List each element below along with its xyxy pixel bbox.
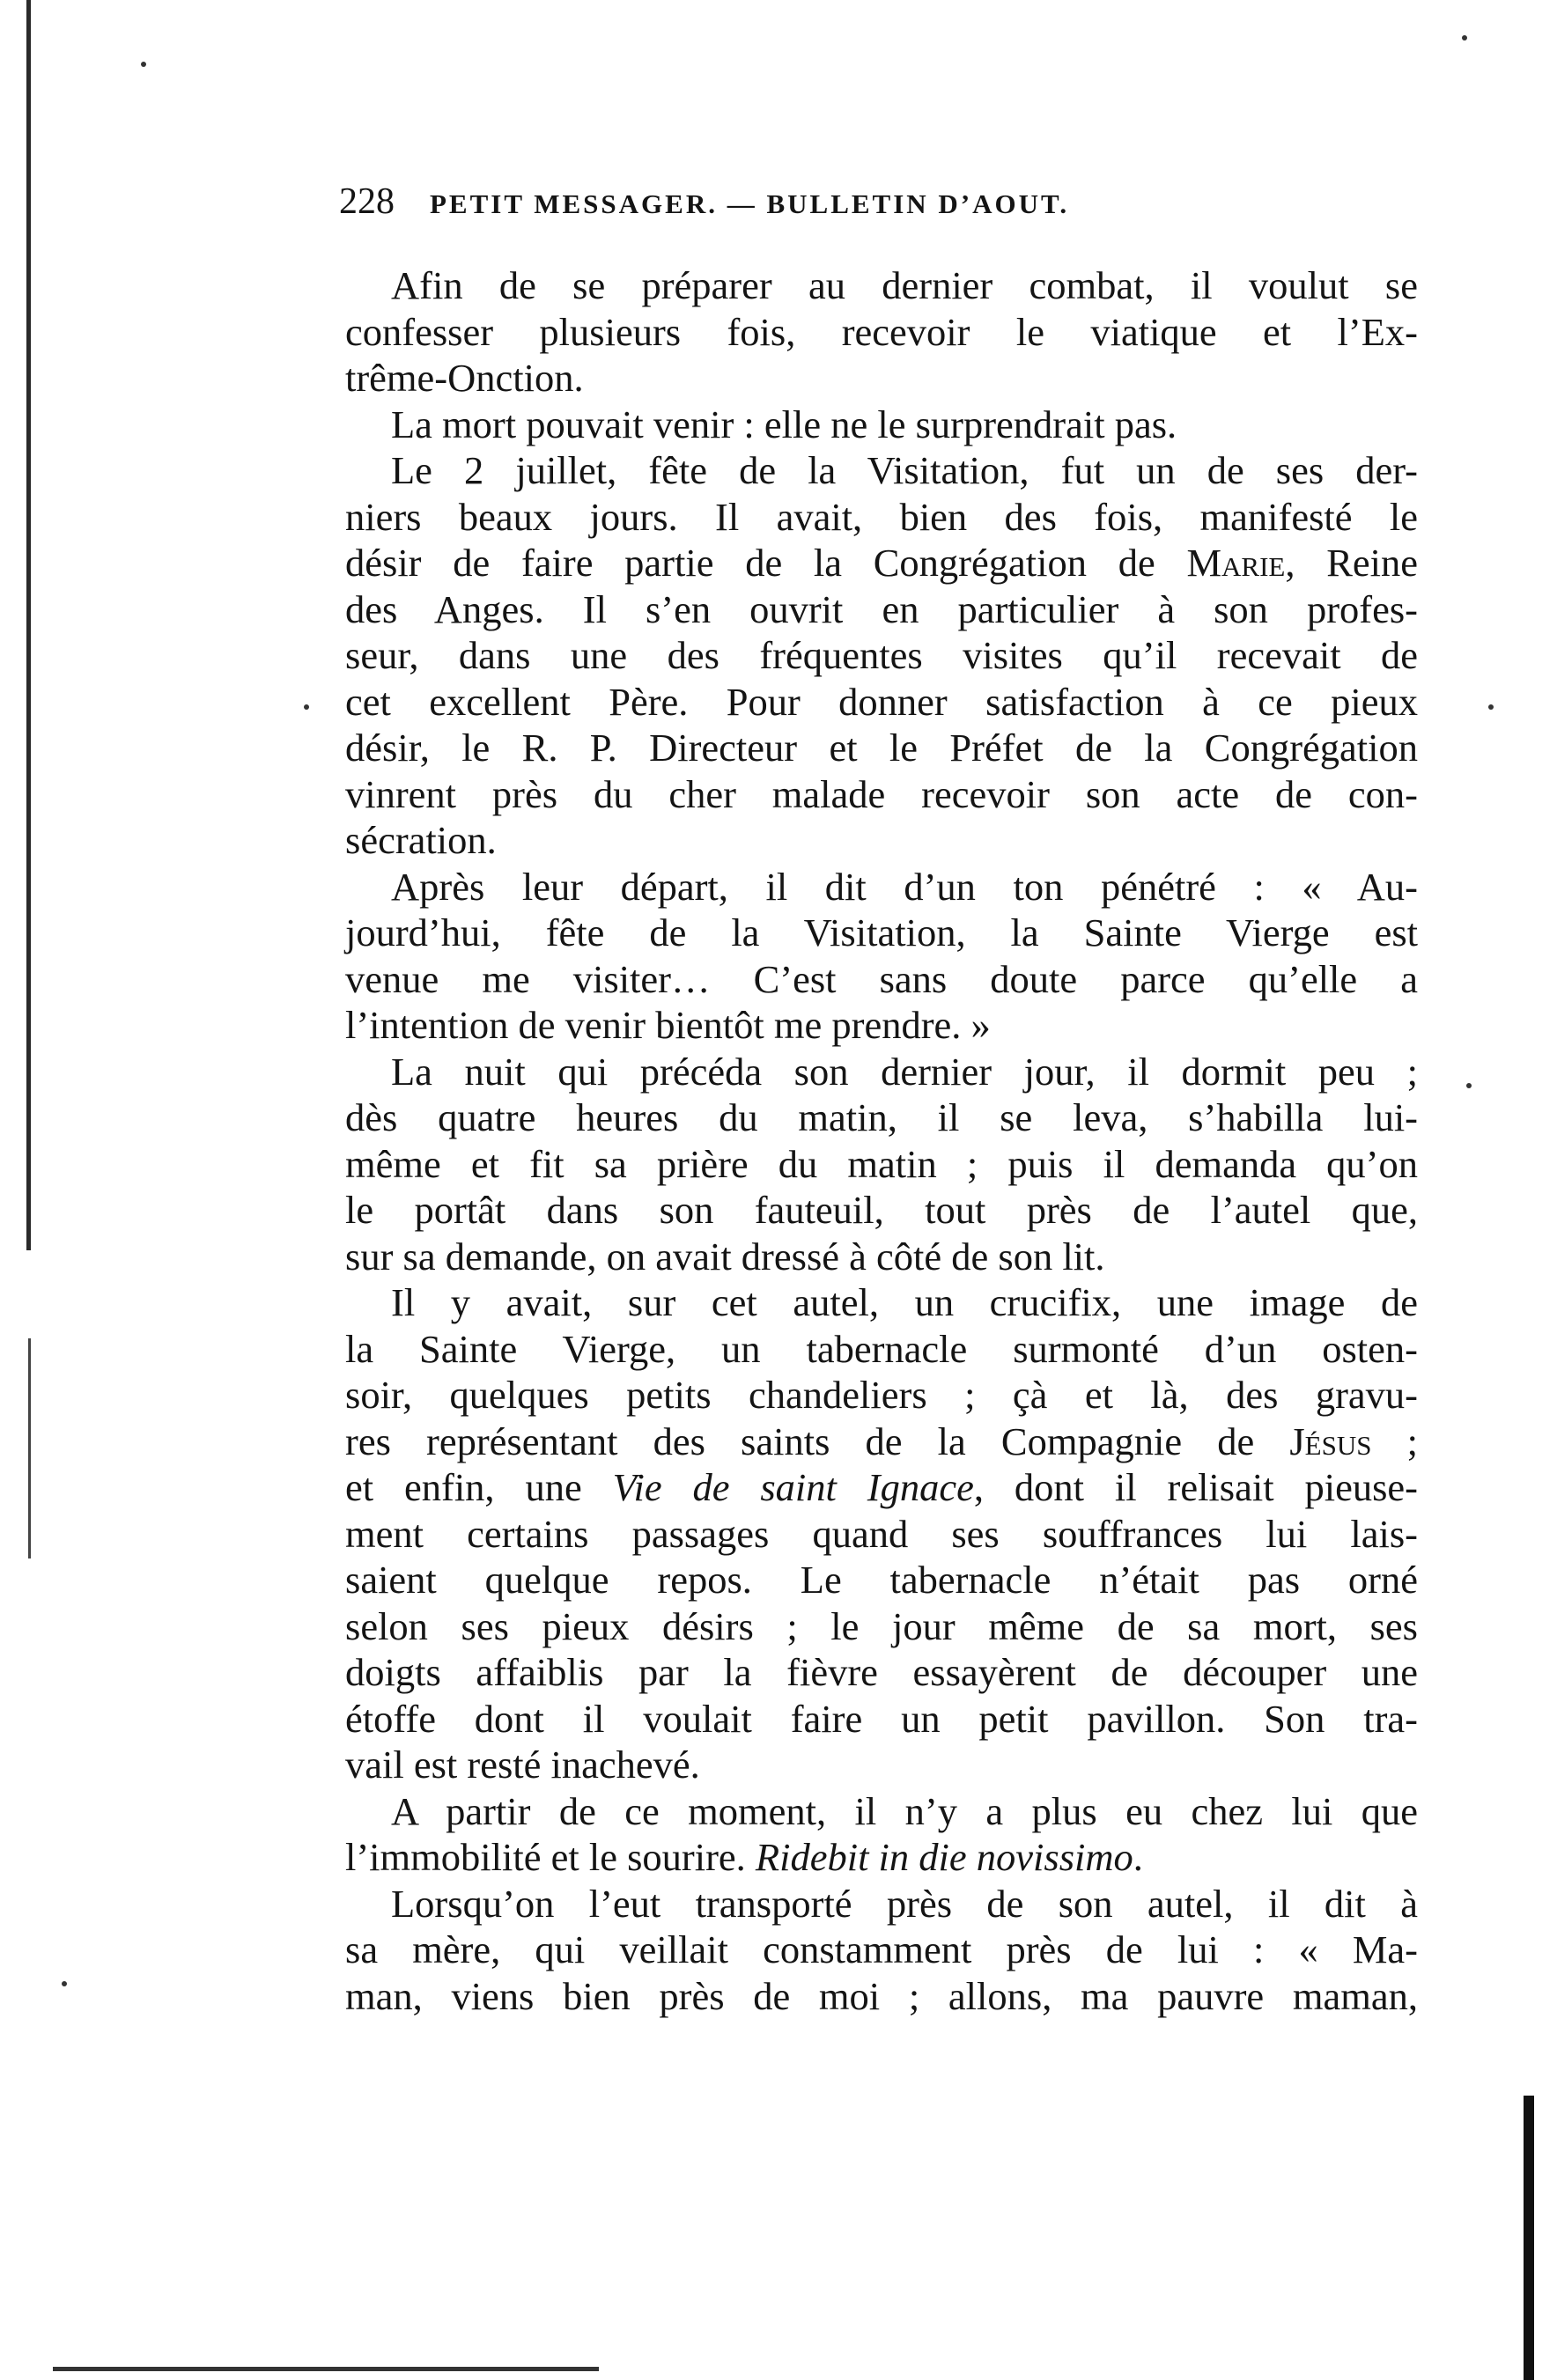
text-line: le portât dans son fauteuil, tout près de l’autel que, xyxy=(345,1188,1418,1232)
text-fragment: l’immobilité et le sourire. xyxy=(345,1835,756,1879)
text-line: vail est resté inachevé. xyxy=(345,1743,700,1787)
scan-edge-shadow xyxy=(28,1338,31,1558)
text-line: Il y avait, sur cet autel, un crucifix, une image de xyxy=(391,1280,1418,1324)
text-line: niers beaux jours. Il avait, bien des fois, manifesté le xyxy=(345,494,1418,539)
running-head: PETIT MESSAGER. — BULLETIN D’AOUT. xyxy=(430,188,1070,219)
text-line: venue me visiter… C’est sans doute parce qu’elle a xyxy=(345,956,1418,1001)
text-line: cet excellent Père. Pour donner satisfaction à ce pieux xyxy=(345,679,1418,724)
scan-edge-shadow xyxy=(1524,2096,1534,2380)
text-line: soir, quelques petits chandeliers ; çà et là, des gravu- xyxy=(345,1373,1418,1417)
scan-speck xyxy=(1466,1083,1472,1088)
scan-speck xyxy=(304,704,309,710)
scan-edge-shadow xyxy=(26,0,31,1250)
text-line: La mort pouvait venir : elle ne le surprendrait pas. xyxy=(391,402,1177,446)
text-line: dès quatre heures du matin, il se leva, s’habilla lui- xyxy=(345,1095,1418,1139)
text-line xyxy=(345,1464,1418,1511)
text-line: La nuit qui précéda son dernier jour, il dormit peu ; xyxy=(391,1049,1418,1094)
text-line: Lorsqu’on l’eut transporté près de son autel, il dit à xyxy=(391,1881,1418,1926)
text-fragment: , Reine xyxy=(1285,541,1418,585)
text-fragment: et enfin, une xyxy=(345,1465,613,1509)
text-line: ment certains passages quand ses souffrances lui lais- xyxy=(345,1511,1418,1556)
scan-speck xyxy=(1462,35,1467,41)
text-line xyxy=(345,1418,1418,1465)
text-line: saient quelque repos. Le tabernacle n’était pas orné xyxy=(345,1558,1418,1602)
text-line: trême-Onction. xyxy=(345,356,584,400)
text-line: selon ses pieux désirs ; le jour même de sa mort, ses xyxy=(345,1603,1418,1648)
small-caps-word: Marie xyxy=(1186,541,1286,585)
text-line: sécration. xyxy=(345,818,497,862)
text-fragment: ; xyxy=(1371,1418,1418,1463)
text-line: sa mère, qui veillait constamment près de lui : « Ma- xyxy=(345,1927,1418,1971)
text-line xyxy=(345,540,1418,586)
text-line: la Sainte Vierge, un tabernacle surmonté d’un osten- xyxy=(345,1326,1418,1371)
text-line: jourd’hui, fête de la Visitation, la Sainte Vierge est xyxy=(345,910,1418,954)
text-fragment: . xyxy=(1133,1835,1143,1879)
page-number: 228 xyxy=(339,181,395,222)
text-fragment: res représentant des saints de la Compagnie de xyxy=(345,1418,1290,1463)
text-line: Après leur départ, il dit d’un ton pénétré : « Au- xyxy=(391,864,1418,909)
scan-speck xyxy=(62,1981,67,1986)
italic-phrase: Vie de saint Ignace xyxy=(612,1465,974,1509)
text-line xyxy=(345,1834,1418,1881)
scan-speck xyxy=(1488,704,1494,710)
text-line: A partir de ce moment, il n’y a plus eu chez lui que xyxy=(391,1788,1418,1833)
small-caps-word: Jésus xyxy=(1289,1418,1372,1463)
scan-streak xyxy=(53,2367,599,2371)
italic-phrase: Ridebit in die novissimo xyxy=(755,1835,1133,1879)
text-fragment: , dont il relisait pieuse- xyxy=(973,1465,1418,1509)
text-line: sur sa demande, on avait dressé à côté de son lit. xyxy=(345,1234,1105,1278)
text-line: Afin de se préparer au dernier combat, il voulut se xyxy=(391,263,1418,307)
text-line: doigts affaiblis par la fièvre essayèrent de découper une xyxy=(345,1650,1418,1694)
body-text xyxy=(345,262,1418,2019)
text-line: Le 2 juillet, fête de la Visitation, fut un de ses der- xyxy=(391,448,1418,492)
page-header xyxy=(339,181,1418,233)
text-line: étoffe dont il voulait faire un petit pavillon. Son tra- xyxy=(345,1696,1418,1741)
text-line: désir, le R. P. Directeur et le Préfet de la Congrégation xyxy=(345,726,1418,770)
text-line: l’intention de venir bientôt me prendre. » xyxy=(345,1003,991,1047)
text-line: man, viens bien près de moi ; allons, ma pauvre maman, xyxy=(345,1973,1418,2018)
text-line: seur, dans une des fréquentes visites qu’il recevait de xyxy=(345,633,1418,677)
scan-speck xyxy=(141,62,146,67)
text-line: confesser plusieurs fois, recevoir le viatique et l’Ex- xyxy=(345,309,1418,354)
text-line: des Anges. Il s’en ouvrit en particulier à son profes- xyxy=(345,586,1418,631)
text-fragment: désir de faire partie de la Congrégation de xyxy=(345,541,1187,585)
text-line: vinrent près du cher malade recevoir son acte de con- xyxy=(345,771,1418,816)
text-line: même et fit sa prière du matin ; puis il demanda qu’on xyxy=(345,1141,1418,1186)
